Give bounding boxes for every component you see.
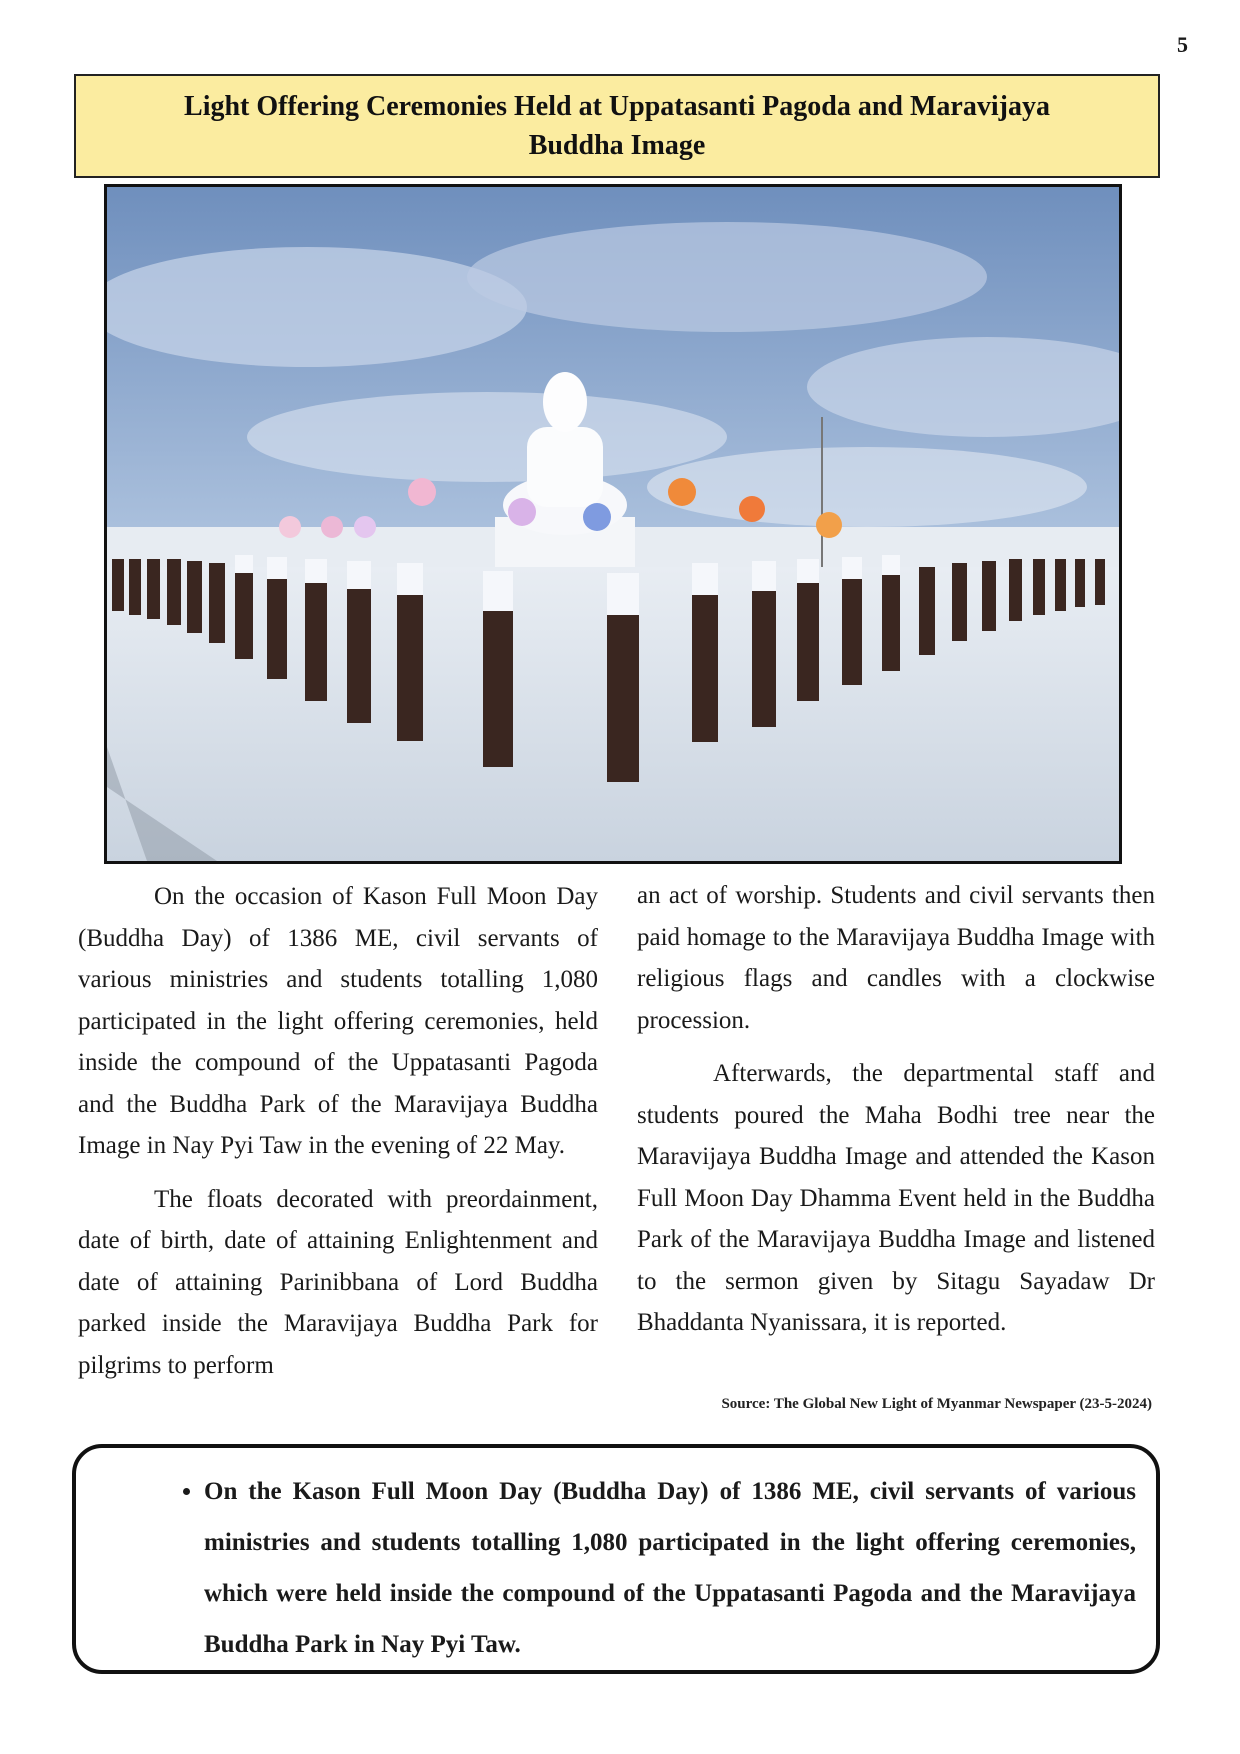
article-paragraph: On the occasion of Kason Full Moon Day (Buddha Day) of 1386 ME, civil servants of various ministries and students totalling 1,080 participated in the light offering ceremonies, held inside the compound of the Uppatasanti Pagoda and the Buddha Park of the Maravijaya Buddha Image in Nay Pyi Taw in the evening of 22 May.: [78, 883, 598, 1159]
article-paragraph: The floats decorated with preordainment, date of birth, date of attaining Enlightenment and date of attaining Parinibbana of Lord Buddha parked inside the Maravijaya Buddha Park for pilgrims to perform: [78, 1185, 598, 1379]
article-column-left: [78, 876, 598, 1398]
summary-box: [72, 1444, 1160, 1674]
summary-bullet: • On the Kason Full Moon Day (Buddha Day) of 1386 ME, civil servants of various ministries and students totalling 1,080 participated in the light offering ceremonies, which were held inside the compound of the Uppatasanti Pagoda and the Maravijaya Buddha Park in Nay Pyi Taw.: [204, 1466, 1136, 1670]
summary-list: [128, 1466, 1136, 1670]
source-credit: Source: The Global New Light of Myanmar Newspaper (23-5-2024): [721, 1396, 1152, 1412]
article-paragraph-continued: an act of worship. Students and civil servants then paid homage to the Maravijaya Buddha Image with religious flags and candles with a clockwise procession.: [637, 882, 1155, 1034]
article-title: Light Offering Ceremonies Held at Uppatasanti Pagoda and Maravijaya Buddha Image: [184, 91, 1050, 161]
ceremony-photo-illustration: [107, 187, 1119, 861]
title-banner: [74, 74, 1160, 178]
article-paragraph: Afterwards, the departmental staff and students poured the Maha Bodhi tree near the Maravijaya Buddha Image and attended the Kason Full Moon Day Dhamma Event held in the Buddha Park of the Maravijaya Buddha Image and listened to the sermon given by Sitagu Sayadaw Dr Bhaddanta Nyanissara, it is reported.: [637, 1060, 1155, 1336]
ceremony-photo: [104, 184, 1122, 864]
article-column-right: [637, 875, 1155, 1356]
page-number: 5: [1177, 32, 1188, 57]
